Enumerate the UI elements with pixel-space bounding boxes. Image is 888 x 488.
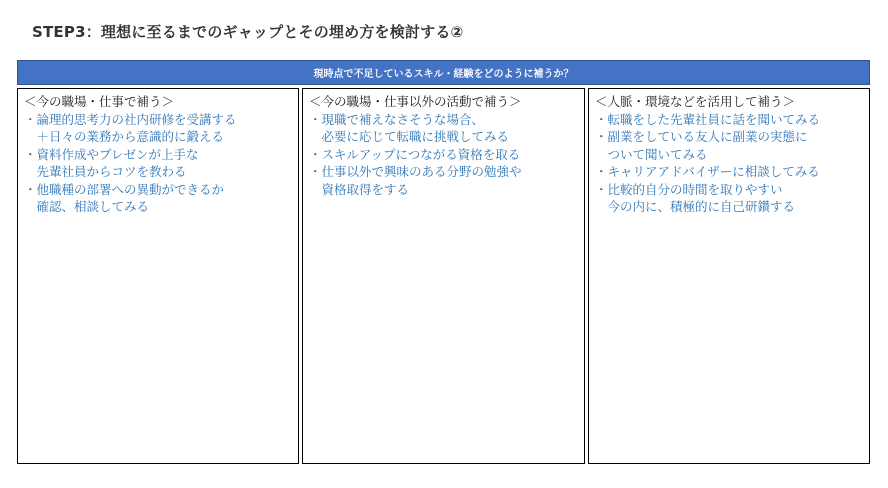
list-item: 今の内に、積極的に自己研鑽する <box>595 199 796 214</box>
list-item: 必要に応じて転職に挑戦してみる <box>309 129 510 144</box>
list-item: ・現職で補えなさそうな場合、 <box>309 111 485 127</box>
question-header-text: 現時点で不足しているスキル・経験をどのように補うか？ <box>313 69 574 80</box>
column-heading: ＜今の職場・仕事で補う＞ <box>24 94 175 109</box>
list-item: ＋日々の業務から意識的に鍛える <box>24 129 225 144</box>
page-title: STEP3：理想に至るまでのギャップとその埋め方を検討する② <box>32 23 464 41</box>
list-item: ついて聞いてみる <box>595 146 708 162</box>
list-item: ・スキルアップにつながる資格を取る <box>309 146 521 162</box>
list-item: 先輩社員からコツを教わる <box>24 164 187 179</box>
list-item: ・資料作成やプレゼンが上手な <box>24 146 199 162</box>
list-item: ・比較的自分の時間を取りやすい <box>595 181 783 197</box>
column-network-environment <box>588 88 870 464</box>
list-item: ・転職をした先輩社員に話を聞いてみる <box>595 111 821 127</box>
list-item: 資格取得をする <box>309 181 410 197</box>
list-item: ・副業をしている友人に副業の実態に <box>595 129 808 144</box>
column-heading: ＜人脈・環境などを活用して補う＞ <box>595 94 796 109</box>
list-item: ・他職種の部署への異動ができるか <box>24 181 225 197</box>
list-item: ・キャリアアドバイザーに相談してみる <box>595 164 820 179</box>
column-heading: ＜今の職場・仕事以外の活動で補う＞ <box>309 94 522 109</box>
column-current-job <box>17 88 299 464</box>
question-header-bar <box>17 60 870 85</box>
list-item: ・仕事以外で興味のある分野の勉強や <box>309 164 522 179</box>
list-item: ・論理的思考力の社内研修を受講する <box>24 111 237 127</box>
list-item: 確認、相談してみる <box>24 199 150 214</box>
column-outside-activities <box>302 88 585 464</box>
